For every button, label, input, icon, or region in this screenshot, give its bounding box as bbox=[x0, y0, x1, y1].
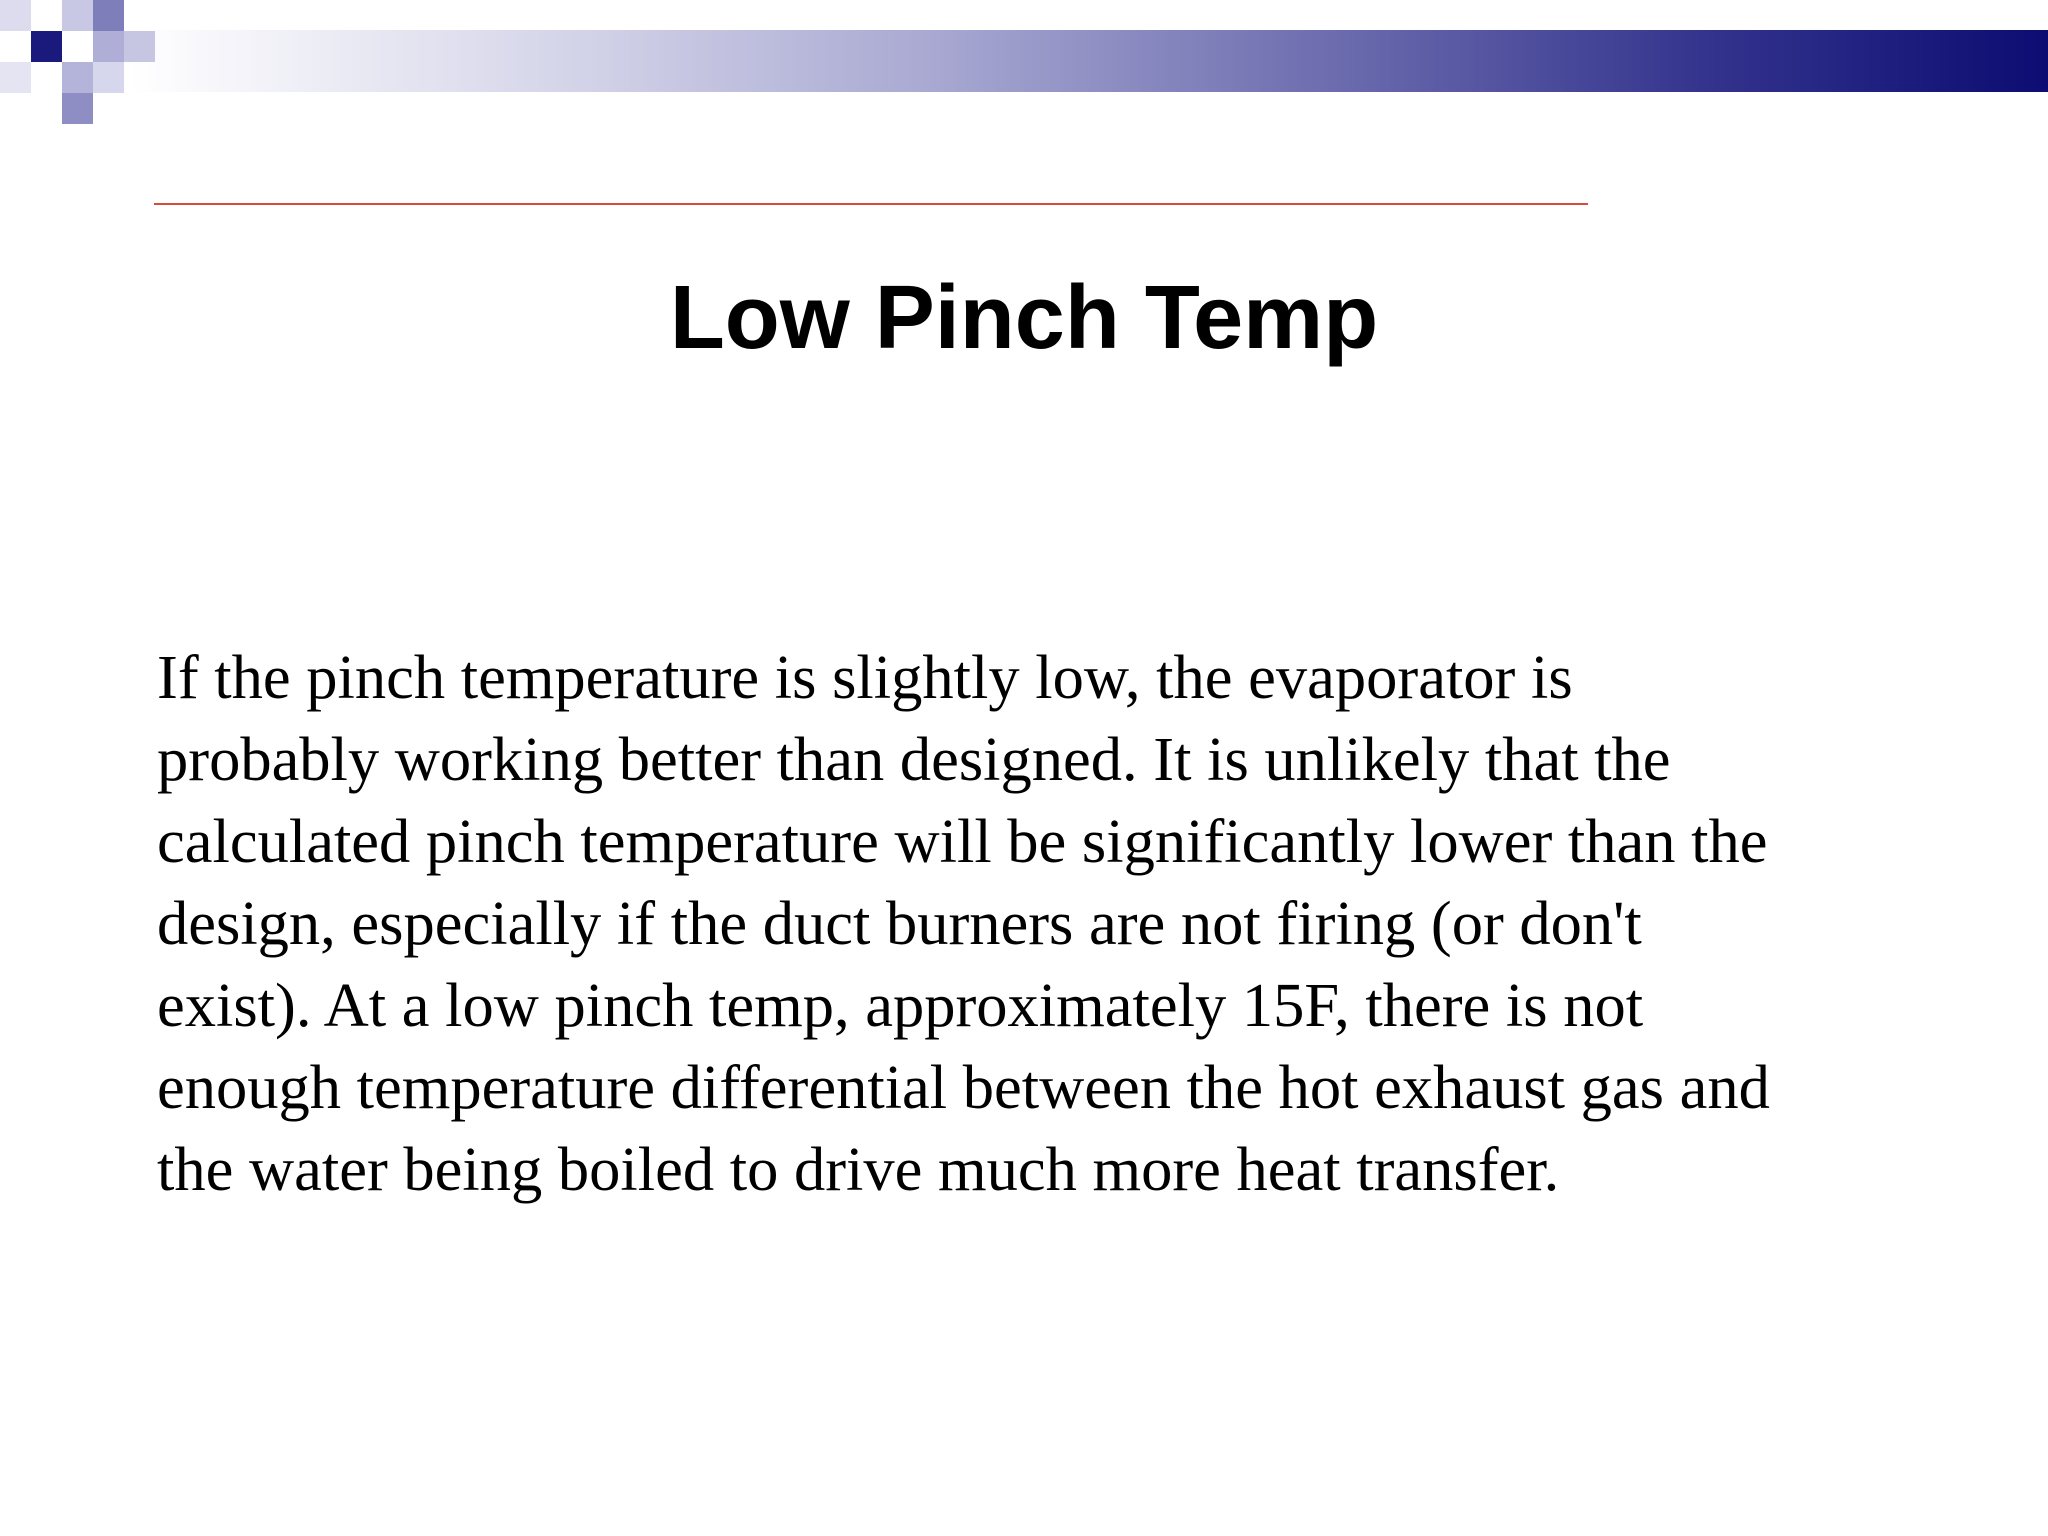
corner-square bbox=[124, 31, 155, 62]
body-line: probably working better than designed. It is unlikely that the bbox=[157, 724, 1671, 794]
title-rule bbox=[154, 203, 1588, 205]
body-line: the water being boiled to drive much more heat transfer. bbox=[157, 1134, 1560, 1204]
corner-squares-decoration bbox=[0, 0, 160, 130]
body-line: enough temperature differential between the hot exhaust gas and bbox=[157, 1052, 1770, 1122]
body-line: calculated pinch temperature will be significantly lower than the bbox=[157, 806, 1768, 876]
body-line: design, especially if the duct burners are not firing (or don't bbox=[157, 888, 1642, 958]
corner-square bbox=[0, 0, 31, 31]
corner-square bbox=[93, 0, 124, 31]
corner-square bbox=[93, 31, 124, 62]
slide-title: Low Pinch Temp bbox=[669, 268, 1379, 368]
body-line: exist). At a low pinch temp, approximately 15F, there is not bbox=[157, 970, 1644, 1040]
corner-square bbox=[62, 93, 93, 124]
corner-square bbox=[62, 0, 93, 31]
slide-body bbox=[157, 636, 1917, 1210]
corner-square bbox=[62, 62, 93, 93]
corner-square bbox=[31, 31, 62, 62]
corner-square bbox=[0, 62, 31, 93]
body-line: If the pinch temperature is slightly low, the evaporator is bbox=[157, 642, 1573, 712]
corner-square bbox=[93, 62, 124, 93]
header-gradient-bar bbox=[130, 30, 2048, 92]
